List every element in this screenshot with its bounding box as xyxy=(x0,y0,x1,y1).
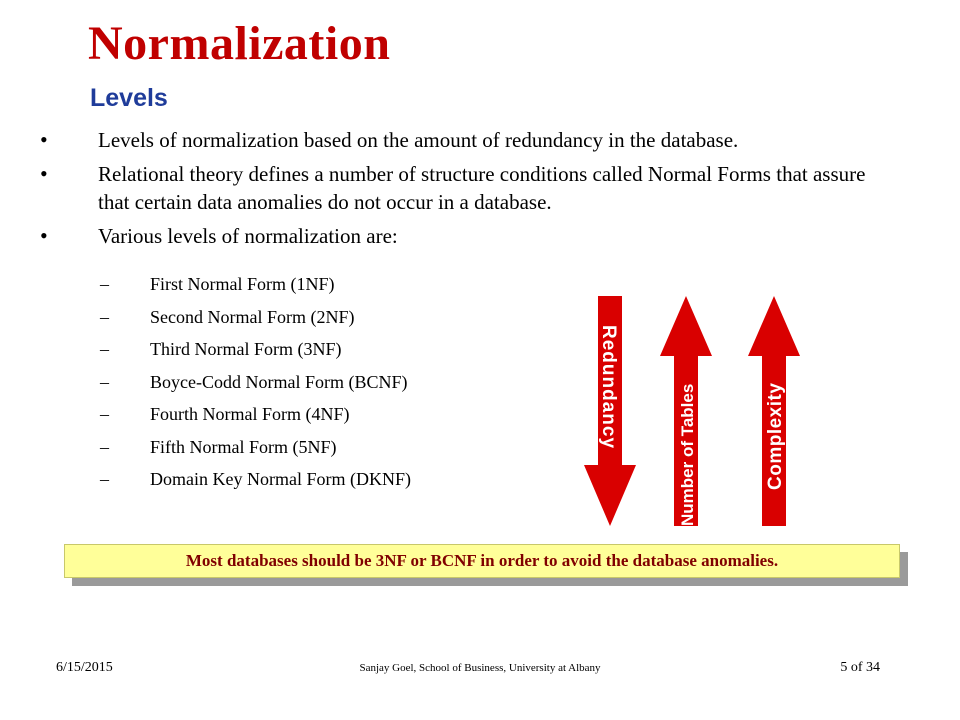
redundancy-label: Redundancy xyxy=(598,325,619,450)
arrows-diagram xyxy=(560,290,840,540)
bullet-icon: • xyxy=(40,127,48,152)
complexity-arrow-icon xyxy=(748,296,800,526)
list-item xyxy=(100,301,411,334)
footer-date: 6/15/2015 xyxy=(56,660,113,675)
list-item xyxy=(100,366,411,399)
complexity-label: Complexity xyxy=(765,382,786,490)
redundancy-arrow-icon xyxy=(584,296,636,526)
bullet-item xyxy=(40,126,900,154)
normal-form-text: Fifth Normal Form (5NF) xyxy=(150,436,337,457)
normal-form-text: Domain Key Normal Form (DKNF) xyxy=(150,469,411,489)
list-item xyxy=(100,463,411,496)
tables-label: Number of Tables xyxy=(678,383,697,526)
dash-icon: – xyxy=(100,371,109,392)
list-item xyxy=(100,333,411,366)
bullet-item xyxy=(40,222,900,250)
slide-subtitle: Levels xyxy=(90,84,168,112)
bullet-list xyxy=(40,126,900,256)
bullet-text: Levels of normalization based on the amount of redundancy in the database. xyxy=(98,128,739,152)
normal-form-text: Fourth Normal Form (4NF) xyxy=(150,404,350,424)
normal-form-text: Second Normal Form (2NF) xyxy=(150,306,355,327)
normal-form-text: Third Normal Form (3NF) xyxy=(150,339,342,359)
normal-form-text: First Normal Form (1NF) xyxy=(150,274,335,294)
list-item xyxy=(100,268,411,301)
dash-icon: – xyxy=(100,469,109,489)
dash-icon: – xyxy=(100,274,109,294)
bullet-text: Relational theory defines a number of structure conditions called Normal Forms that assure that certain data anomalies do not occur in a database. xyxy=(98,162,866,214)
footer-page-number: 5 of 34 xyxy=(840,660,880,675)
list-item xyxy=(100,431,411,464)
bullet-item xyxy=(40,160,900,216)
callout-box xyxy=(64,544,900,578)
normal-forms-list xyxy=(100,268,411,496)
list-item xyxy=(100,398,411,431)
normal-form-text: Boyce-Codd Normal Form (BCNF) xyxy=(150,371,408,392)
dash-icon: – xyxy=(100,306,109,327)
callout-text: Most databases should be 3NF or BCNF in order to avoid the database anomalies. xyxy=(185,551,779,570)
dash-icon: – xyxy=(100,436,109,457)
slide-title: Normalization xyxy=(88,17,391,70)
bullet-text: Various levels of normalization are: xyxy=(98,224,398,248)
bullet-icon: • xyxy=(40,161,48,186)
tables-arrow-icon xyxy=(660,296,712,526)
bullet-icon: • xyxy=(40,223,48,248)
dash-icon: – xyxy=(100,404,109,424)
footer-author: Sanjay Goel, School of Business, University at Albany xyxy=(359,662,601,674)
dash-icon: – xyxy=(100,339,109,359)
